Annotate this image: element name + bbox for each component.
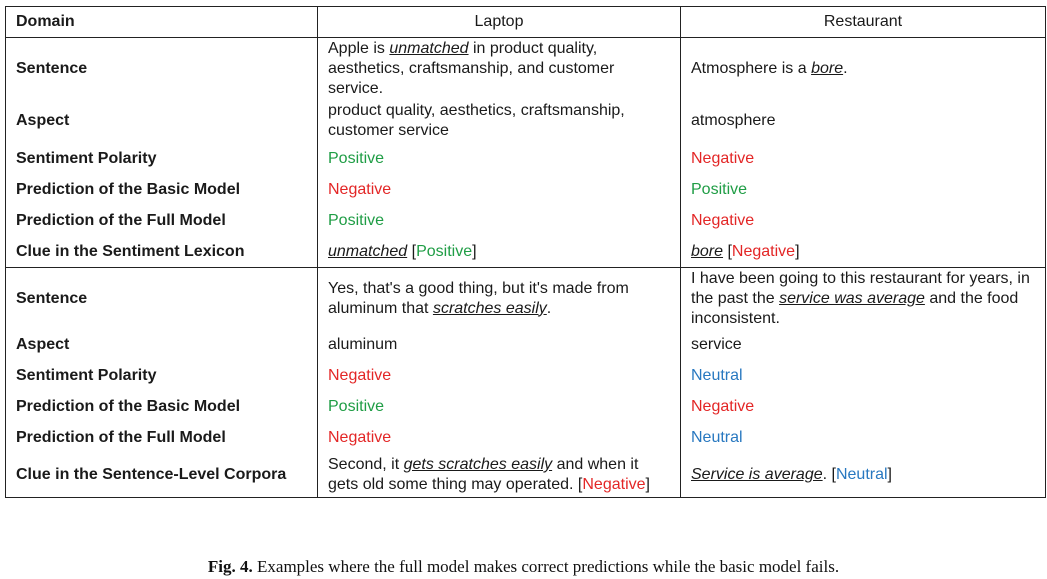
ex1-basic-row [6,174,1046,205]
highlighted-phrase: bore [691,242,724,260]
row-label: Sentiment Polarity [6,143,318,174]
laptop-clue [318,236,681,268]
sentence-text: Yes, that's a good thing, but it's made from aluminum that [328,279,629,317]
laptop-full-prediction: Negative [318,422,681,453]
sentence-text: and the food inconsistent. [691,289,1019,327]
restaurant-basic-prediction: Negative [681,391,1046,422]
bracket-close: ] [645,476,650,493]
restaurant-aspect: service [681,329,1046,360]
figure-number: Fig. 4. [207,557,253,576]
laptop-sentence [318,38,681,100]
row-label: Prediction of the Full Model [6,205,318,236]
clue-tag: Neutral [835,466,888,483]
row-label: Aspect [6,329,318,360]
highlighted-phrase: scratches easily [432,299,547,317]
laptop-aspect: aluminum [318,329,681,360]
highlighted-phrase: unmatched [328,242,408,260]
header-row [6,7,1046,38]
restaurant-sentence [681,38,1046,100]
sentence-text: Atmosphere is a [691,59,812,77]
sentence-text: . [546,299,552,317]
examples-table [5,6,1046,498]
row-label: Prediction of the Basic Model [6,391,318,422]
sentence-text: in product quality, aesthetics, craftsmanship, and customer service. [328,39,615,97]
restaurant-clue [681,236,1046,268]
laptop-polarity: Positive [318,143,681,174]
laptop-aspect: product quality, aesthetics, craftsmanship, customer service [318,99,681,143]
restaurant-full-prediction: Neutral [681,422,1046,453]
restaurant-full-prediction: Negative [681,205,1046,236]
row-label: Aspect [6,99,318,143]
ex1-clue-row [6,236,1046,268]
clue-tag: Positive [416,242,473,260]
restaurant-clue [681,453,1046,498]
sentence-text: Apple is [328,39,390,57]
laptop-header: Laptop [318,7,681,38]
ex1-full-row [6,205,1046,236]
sentence-text: Second, it [328,456,404,473]
restaurant-polarity: Negative [681,143,1046,174]
domain-header: Domain [6,7,318,38]
bracket-open: [ [407,242,417,260]
ex1-sentence-row [6,38,1046,100]
laptop-clue [318,453,681,498]
ex2-sentence-row [6,268,1046,330]
laptop-full-prediction: Positive [318,205,681,236]
ex2-basic-row [6,391,1046,422]
bracket-open: [ [723,242,732,260]
laptop-sentence [318,268,681,330]
laptop-polarity: Negative [318,360,681,391]
clue-tag: Negative [582,476,646,493]
sentence-text: . [822,466,828,483]
row-label: Prediction of the Basic Model [6,174,318,205]
bracket-close: ] [887,466,892,483]
row-label: Clue in the Sentiment Lexicon [6,236,318,268]
caption-text: Examples where the full model makes correct predictions while the basic model fails. [252,557,840,576]
highlighted-phrase: unmatched [389,39,469,57]
highlighted-phrase: bore [811,59,844,77]
figure [5,6,1045,498]
bracket-open: [ [827,466,836,483]
bracket-close: ] [472,242,477,260]
restaurant-aspect: atmosphere [681,99,1046,143]
ex2-aspect-row [6,329,1046,360]
ex2-clue-row [6,453,1046,498]
highlighted-phrase: Service is average [691,466,823,483]
row-label: Prediction of the Full Model [6,422,318,453]
clue-tag: Negative [731,242,796,260]
row-label: Sentence [6,38,318,100]
sentence-text: and when it gets old some thing may operated. [328,456,639,493]
highlighted-phrase: service was average [779,289,925,307]
sentence-text: I have been going to this restaurant for years, in the past the [691,269,1030,307]
row-label: Sentence [6,268,318,330]
ex2-polarity-row [6,360,1046,391]
restaurant-sentence [681,268,1046,330]
restaurant-basic-prediction: Positive [681,174,1046,205]
ex2-full-row [6,422,1046,453]
restaurant-polarity: Neutral [681,360,1046,391]
row-label: Sentiment Polarity [6,360,318,391]
figure-caption [0,557,1047,577]
laptop-basic-prediction: Positive [318,391,681,422]
row-label: Clue in the Sentence-Level Corpora [6,453,318,498]
laptop-basic-prediction: Negative [318,174,681,205]
ex1-aspect-row [6,99,1046,143]
ex1-polarity-row [6,143,1046,174]
sentence-text: . [843,59,848,77]
highlighted-phrase: gets scratches easily [403,456,553,473]
bracket-open: [ [573,476,583,493]
restaurant-header: Restaurant [681,7,1046,38]
bracket-close: ] [795,242,800,260]
